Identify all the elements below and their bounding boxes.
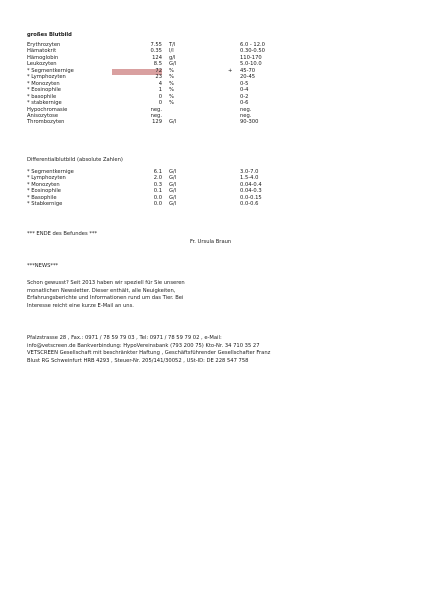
footer-line: VETSCREEN Gesellschaft mit beschränkter Haftung , Geschäftsführender Gesellschafter Franz — [27, 350, 271, 356]
table-row — [0, 202, 423, 209]
end-of-report: *** ENDE des Befundes *** — [27, 231, 98, 237]
test-name: Anisozytose — [27, 112, 59, 119]
news-line: Interesse reicht eine kurze E-Mail an uns. — [27, 302, 134, 309]
reference-range: 0-5 — [240, 80, 249, 87]
test-value: 23 — [155, 74, 162, 81]
reference-range: 1.5-4.0 — [240, 175, 259, 182]
test-unit: T/l — [169, 42, 176, 48]
diff-title: Differentialblutbild (absolute Zahlen) — [27, 157, 123, 163]
test-name: * basophile — [27, 93, 57, 100]
reference-range: 6.0 - 12.0 — [240, 42, 265, 48]
test-unit: l/l — [169, 48, 174, 55]
test-value: 7.55 — [150, 42, 162, 48]
reference-range: 20-45 — [240, 74, 256, 81]
reference-range: 110-170 — [240, 54, 262, 61]
test-name: * Basophile — [27, 194, 57, 201]
test-name: Hämoglobin — [27, 54, 59, 61]
test-value: 0 — [158, 93, 162, 100]
footer-line: info@vetscreen.de Bankverbindung: HypoVereinsbank (793 200 75) Kto-Nr. 34 710 35 27 — [27, 342, 260, 349]
reference-range: 0-2 — [240, 93, 249, 100]
reference-range: 0-6 — [240, 100, 249, 107]
report-title: großes Blutbild — [27, 32, 72, 38]
reference-range: neg. — [240, 106, 252, 113]
blutbild-table — [0, 43, 423, 153]
test-unit: G/l — [169, 201, 177, 208]
test-name: * Monozyten — [27, 80, 60, 87]
test-unit: G/l — [169, 119, 177, 126]
test-value: 4 — [158, 80, 162, 87]
test-name: Hypochromasie — [27, 106, 68, 113]
test-value: 6.1 — [153, 169, 162, 175]
test-value: 129 — [152, 119, 162, 126]
test-value: 72 — [155, 67, 162, 74]
news-line: Erfahrungsberichte und Informationen rund um das Tier. Bei — [27, 295, 184, 301]
test-name: * Segmentkernige — [27, 169, 74, 175]
reference-range: 0.0-0.6 — [240, 201, 259, 208]
test-unit: G/l — [169, 175, 177, 182]
test-name: * Lymphozyten — [27, 74, 66, 81]
test-unit: % — [169, 80, 174, 87]
test-value: 8.5 — [153, 61, 162, 68]
news-line: Schon gewusst? Seit 2013 haben wir speziell für Sie unseren — [27, 280, 185, 286]
test-value: 0.0 — [153, 194, 162, 201]
test-value: 0.3 — [153, 181, 162, 188]
test-value: 0.1 — [153, 188, 162, 195]
footer-line: Pfalzstrasse 28 , Fax.: 0971 / 78 59 79 03 , Tel: 0971 / 78 59 79 02 , e-Mail: — [27, 335, 222, 341]
table-row — [0, 120, 423, 127]
test-value: 0.35 — [150, 48, 162, 55]
reference-range: 45-70 — [240, 67, 256, 74]
test-name: * Segmentkernige — [27, 67, 74, 74]
diff-table — [0, 170, 423, 220]
reference-range: 5.0-10.0 — [240, 61, 262, 68]
reference-range: 0.04-0.4 — [240, 181, 262, 188]
test-unit: % — [169, 87, 174, 94]
signature: Fr. Ursula Braun — [190, 239, 232, 245]
test-unit: G/l — [169, 188, 177, 195]
reference-range: 90-300 — [240, 119, 259, 126]
test-name: Erythrozyten — [27, 42, 61, 48]
reference-range: 0-4 — [240, 87, 249, 94]
test-name: * Eosinophile — [27, 188, 61, 195]
test-name: Hämatokrit — [27, 48, 57, 55]
test-name: * Stabkernige — [27, 201, 63, 208]
flag-mark: + — [228, 67, 233, 74]
test-name: Leukozyten — [27, 61, 57, 68]
test-value: 0 — [158, 100, 162, 107]
test-name: * Eosinophile — [27, 87, 61, 94]
test-value: 0.0 — [153, 201, 162, 208]
test-unit: G/l — [169, 181, 177, 188]
test-name: Thrombozyten — [27, 119, 65, 126]
reference-range: neg. — [240, 112, 252, 119]
test-value: 1 — [158, 87, 162, 94]
news-title: ***NEWS*** — [27, 263, 59, 269]
test-name: * stabkernige — [27, 100, 62, 107]
reference-range: 0.04-0.3 — [240, 188, 262, 195]
footer-line: Blust RG Schweinfurt HRB 4293 , Steuer-Nr. 205/141/30052 , USt-ID: DE 228 547 758 — [27, 357, 249, 364]
test-unit: g/l — [169, 54, 176, 61]
test-unit: % — [169, 100, 174, 107]
test-value: neg. — [150, 106, 162, 113]
reference-range: 0.30-0.50 — [240, 48, 265, 55]
test-unit: % — [169, 93, 174, 100]
reference-range: 0.0-0.15 — [240, 194, 262, 201]
test-name: * Lymphozyten — [27, 175, 66, 182]
test-unit: % — [169, 74, 174, 81]
test-value: 124 — [152, 54, 162, 61]
test-unit: G/l — [169, 169, 177, 175]
test-value: neg. — [150, 112, 162, 119]
test-unit: G/l — [169, 194, 177, 201]
test-value: 2.0 — [153, 175, 162, 182]
test-unit: % — [169, 67, 174, 74]
test-unit: G/l — [169, 61, 177, 68]
test-name: * Monozyten — [27, 181, 60, 188]
reference-range: 3.0-7.0 — [240, 169, 259, 175]
news-line: monatlichen Newsletter. Dieser enthält, alle Neuigkeiten, — [27, 287, 176, 294]
